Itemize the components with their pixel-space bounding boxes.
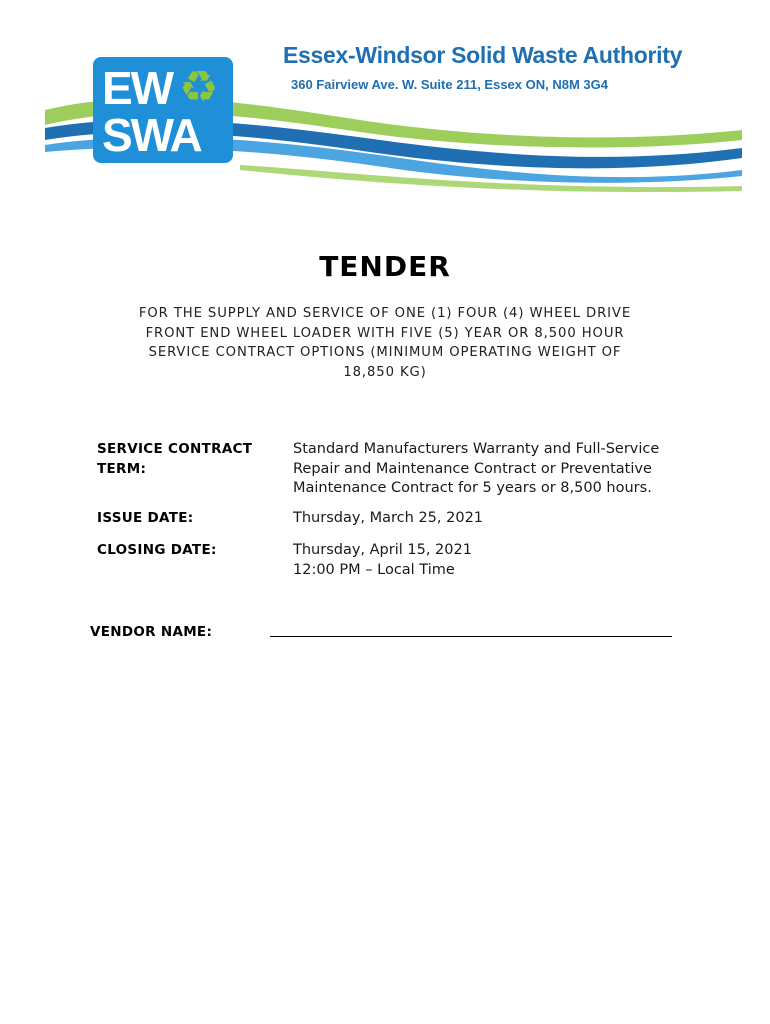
value-line: Repair and Maintenance Contract or Preventative: [293, 460, 652, 477]
service-contract-term-value: [293, 440, 703, 499]
label-line: SERVICE CONTRACT: [97, 441, 253, 457]
vendor-name-field[interactable]: [270, 636, 672, 637]
subtitle-line: FOR THE SUPPLY AND SERVICE OF ONE (1) FOUR (4) WHEEL DRIVE: [138, 306, 632, 321]
value-line: Maintenance Contract for 5 years or 8,500 hours.: [293, 480, 652, 496]
value-line: Standard Manufacturers Warranty and Full-Service: [293, 441, 660, 457]
closing-date-label: CLOSING DATE:: [97, 542, 217, 558]
subtitle-line: SERVICE CONTRACT OPTIONS (MINIMUM OPERATING WEIGHT OF: [148, 345, 622, 360]
label-line: TERM:: [97, 460, 147, 477]
value-line: 12:00 PM – Local Time: [293, 561, 455, 578]
subtitle-line: 18,850 KG): [343, 364, 427, 380]
issue-date-label: ISSUE DATE:: [97, 510, 194, 526]
closing-date-value: [293, 541, 703, 580]
logo-text-line1: EW: [102, 62, 173, 114]
service-contract-term-label: [97, 440, 282, 479]
letterhead: [0, 0, 770, 200]
document-title: TENDER: [319, 250, 451, 283]
issue-date-value: Thursday, March 25, 2021: [293, 510, 484, 526]
document-subtitle: [95, 304, 675, 382]
vendor-name-label: VENDOR NAME:: [90, 624, 213, 640]
logo-text-line2: SWA: [102, 109, 201, 161]
ewswa-logo: [93, 57, 233, 163]
organization-name: Essex-Windsor Solid Waste Authority: [283, 42, 683, 68]
value-line: Thursday, April 15, 2021: [293, 542, 472, 558]
subtitle-line: FRONT END WHEEL LOADER WITH FIVE (5) YEAR OR 8,500 HOUR: [145, 325, 625, 341]
organization-address: 360 Fairview Ave. W. Suite 211, Essex ON, N8M 3G4: [291, 77, 608, 92]
recycle-icon: ♻: [179, 62, 219, 113]
